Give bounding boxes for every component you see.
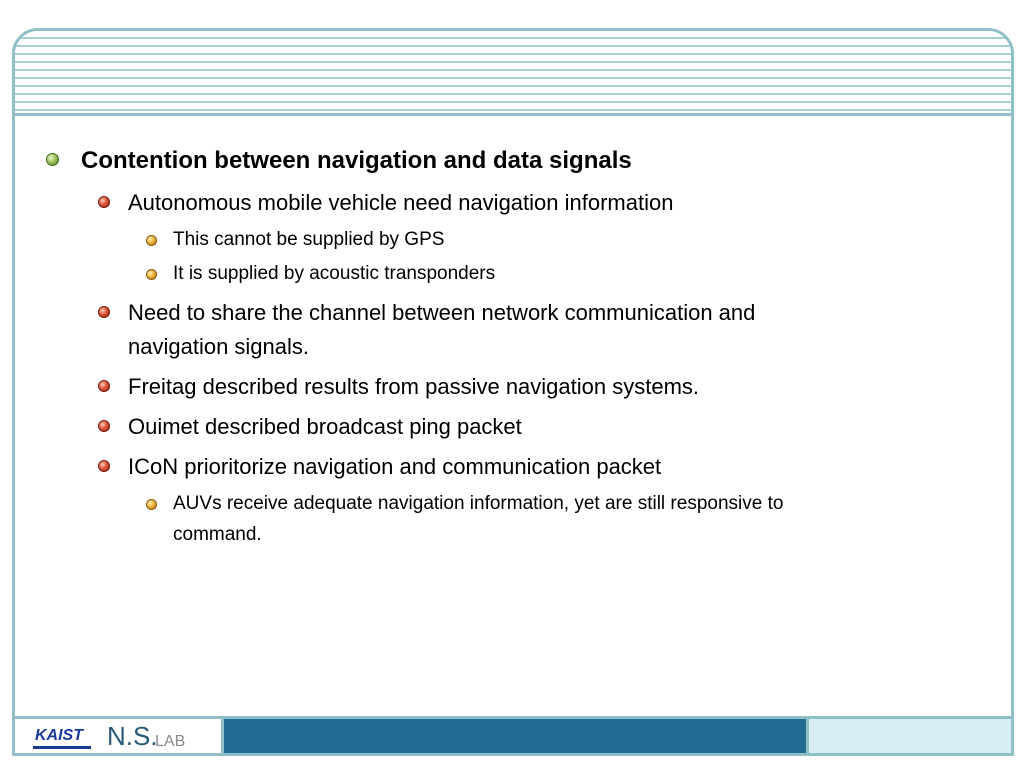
footer-logos	[15, 719, 221, 753]
orange-bullet-icon	[146, 499, 157, 510]
bullet-level2	[98, 300, 755, 364]
bullet-level3	[146, 494, 783, 550]
bullet-text: Ouimet described broadcast ping packet	[128, 414, 522, 439]
red-bullet-icon	[98, 460, 110, 472]
bullet-text: It is supplied by acoustic transponders	[173, 263, 496, 284]
bullet-level2	[98, 414, 522, 444]
ns-lab-logo: N.S.	[107, 721, 158, 751]
bullet-text: Contention between navigation and data signals	[81, 147, 632, 174]
bullet-level3	[146, 264, 495, 289]
bullet-text-line: AUVs receive adequate navigation information, yet are still responsive to	[173, 493, 784, 514]
bullet-text: Autonomous mobile vehicle need navigation information	[128, 190, 674, 215]
bullet-text	[128, 296, 755, 364]
bullet-level2	[98, 190, 673, 220]
bullet-level2	[98, 454, 661, 484]
bullet-text: Freitag described results from passive navigation systems.	[128, 374, 700, 399]
bullet-text: ICoN prioritorize navigation and communication packet	[128, 454, 662, 479]
slide-footer	[12, 716, 1014, 756]
orange-bullet-icon	[146, 269, 157, 280]
red-bullet-icon	[98, 196, 110, 208]
bullet-text-line: Need to share the channel between network communication and	[128, 300, 756, 325]
bullet-level3	[146, 230, 444, 255]
orange-bullet-icon	[146, 235, 157, 246]
bullet-level1	[46, 146, 632, 176]
green-bullet-icon	[46, 153, 59, 166]
kaist-logo: KAIST	[35, 727, 83, 744]
bullet-text: This cannot be supplied by GPS	[173, 229, 445, 250]
ns-lab-logo-suffix: LAB	[155, 733, 186, 750]
red-bullet-icon	[98, 306, 110, 318]
bullet-level2	[98, 374, 699, 404]
bullet-text-line: command.	[173, 524, 262, 545]
red-bullet-icon	[98, 380, 110, 392]
bullet-text-line: navigation signals.	[128, 334, 310, 359]
kaist-logo-underline	[33, 746, 91, 749]
footer-bar	[221, 719, 809, 753]
bullet-text	[173, 488, 783, 550]
footer-bar-right	[809, 719, 1011, 753]
red-bullet-icon	[98, 420, 110, 432]
